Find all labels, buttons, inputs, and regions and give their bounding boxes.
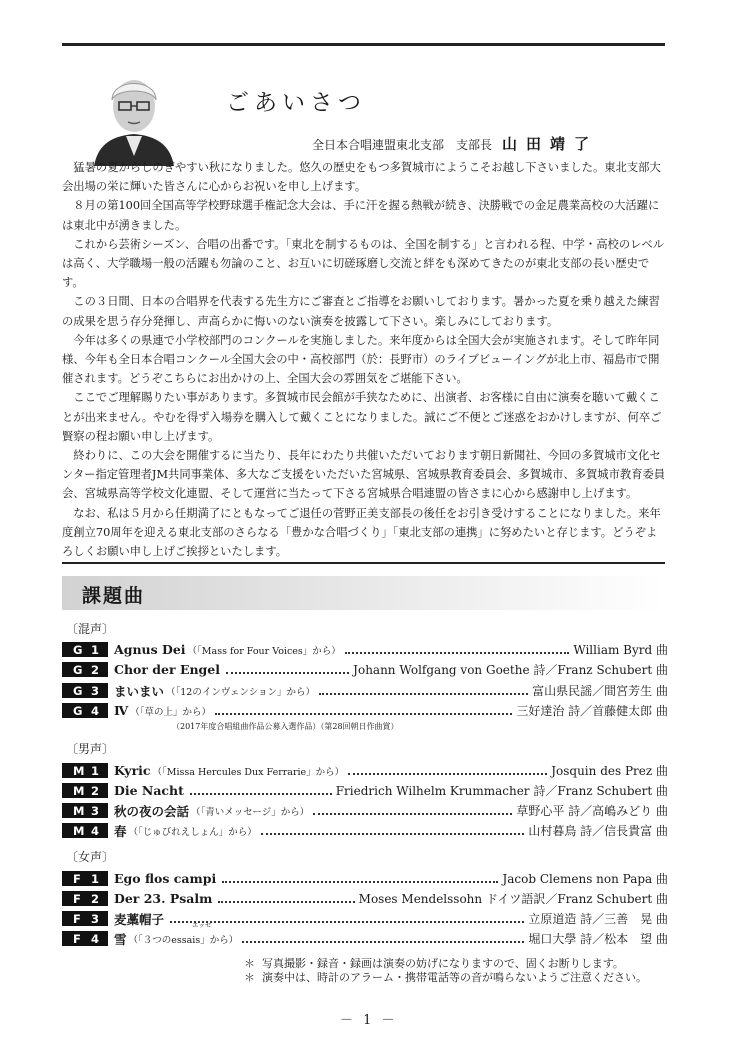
- category-label-male: 〔男声〕: [66, 742, 115, 756]
- asterisk-mark: ＊: [244, 957, 255, 970]
- piece-credit: Moses Mendelssohn ドイツ語訳／Franz Schubert 曲: [358, 892, 668, 906]
- piece-code: [62, 823, 108, 838]
- code-number: 3: [90, 803, 99, 818]
- dot-leader: [345, 652, 570, 654]
- piece-credit: Johann Wolfgang von Goethe 詩／Franz Schubert 曲: [353, 663, 668, 677]
- signature-affiliation: 全日本合唱連盟東北支部 支部長: [312, 138, 493, 152]
- piece-source: （「草の上」から）: [130, 706, 211, 718]
- page-number: － 1 －: [340, 1013, 398, 1028]
- code-number: 3: [90, 683, 99, 698]
- dot-leader: [313, 813, 512, 815]
- code-number: 3: [90, 911, 99, 926]
- note-text: 演奏中は、時計のアラーム・携帯電話等の音が鳴らないようご注意ください。: [262, 971, 647, 984]
- piece-row: [62, 930, 668, 947]
- section-band: [62, 576, 665, 610]
- piece-row: [62, 762, 668, 779]
- dot-leader: [190, 793, 332, 795]
- code-number: 4: [90, 931, 99, 946]
- dot-leader: [222, 881, 498, 883]
- greeting-paragraph: 猛暑の夏からしのぎやすい秋になりました。悠久の歴史をもつ多賀城市にようこそお越し下さいました。東北支部大会出場の栄に輝いた皆さんに心からお祝いを申し上げます。: [62, 161, 661, 194]
- signature-name: 山田靖了: [502, 135, 599, 153]
- piece-code: [62, 891, 108, 906]
- piece-title: 雪: [114, 931, 127, 947]
- dot-leader: [170, 921, 524, 923]
- piece-source: （「12のインヴェンション」から）: [166, 686, 316, 698]
- code-number: 1: [90, 642, 99, 657]
- dot-leader: [242, 941, 524, 943]
- piece-title: 麦藁帽子: [114, 911, 165, 927]
- asterisk-mark: ＊: [244, 971, 255, 984]
- code-number: 1: [90, 763, 99, 778]
- piece-title: Agnus Dei: [114, 642, 186, 657]
- signature: [312, 133, 598, 154]
- code-number: 1: [90, 871, 99, 886]
- note-item: [244, 957, 647, 971]
- code-letter: G: [73, 703, 83, 718]
- piece-title: Kyric: [114, 763, 151, 778]
- piece-credit: 三好達治 詩／首藤健太郎 曲: [516, 704, 668, 718]
- piece-code: [62, 931, 108, 946]
- dot-leader: [218, 901, 354, 903]
- piece-title: Ego flos campi: [114, 871, 217, 886]
- piece-credit: William Byrd 曲: [573, 643, 668, 657]
- piece-row: [62, 822, 668, 839]
- dot-leader: [319, 693, 528, 695]
- top-rule: [62, 43, 665, 46]
- piece-source: （「Mass for Four Voices」から）: [187, 645, 341, 657]
- piece-code: [62, 911, 108, 926]
- dot-leader: [261, 833, 525, 835]
- code-letter: F: [73, 931, 81, 946]
- note-text: 写真撮影・録音・録画は演奏の妨げになりますので、固くお断りします。: [262, 957, 624, 970]
- greeting-body: [62, 158, 667, 561]
- code-number: 2: [90, 891, 99, 906]
- code-number: 2: [90, 783, 99, 798]
- piece-code: [62, 642, 108, 657]
- piece-title: まいまい: [114, 683, 165, 699]
- greeting-paragraph: ここでご理解賜りたい事があります。多賀城市民会館が手狭なために、出演者、お客様に自由に演奏を聴いて戴くことが出来ません。やむを得ず入場券を購入して戴くことになりました。誠にご不便とご迷惑をおかけしますが、何卒ご賢察の程お願い申し上げます。: [62, 391, 662, 443]
- code-letter: M: [73, 803, 85, 818]
- category-label-mixed: 〔混声〕: [66, 622, 115, 636]
- piece-credit: Jacob Clemens non Papa 曲: [502, 872, 668, 886]
- piece-row: [62, 782, 668, 799]
- greeting-paragraph: ８月の第100回全国高等学校野球選手権記念大会は、手に汗を握る熱戦が続き、決勝戦での金足農業高校の大活躍には東北中が湧きました。: [62, 199, 660, 232]
- piece-row: [62, 870, 668, 887]
- notes: [244, 957, 647, 985]
- dot-leader: [348, 773, 547, 775]
- code-letter: G: [73, 642, 83, 657]
- prize-note: （2017年度合唱組曲作品公募入選作品）（第28回朝日作曲賞）: [172, 722, 399, 731]
- piece-row: [62, 890, 668, 907]
- code-letter: M: [73, 823, 85, 838]
- code-letter: M: [73, 783, 85, 798]
- piece-code: [62, 783, 108, 798]
- code-letter: F: [73, 871, 81, 886]
- piece-credit: 草野心平 詩／高嶋みどり 曲: [516, 804, 668, 818]
- code-letter: M: [73, 763, 85, 778]
- piece-row: [62, 682, 668, 699]
- code-letter: F: [73, 911, 81, 926]
- piece-title: 秋の夜の会話: [114, 803, 190, 819]
- piece-code: [62, 683, 108, 698]
- code-number: 4: [90, 823, 99, 838]
- piece-title: Der 23. Psalm: [114, 891, 213, 906]
- piece-row: [62, 702, 668, 719]
- piece-row: [62, 802, 668, 819]
- code-letter: F: [73, 891, 81, 906]
- piece-row: [62, 910, 668, 927]
- code-letter: G: [73, 662, 83, 677]
- piece-credit: 富山県民謡／間宮芳生 曲: [532, 684, 668, 698]
- piece-source: （「Missa Hercules Dux Ferrarie」から）: [152, 766, 345, 778]
- piece-code: [62, 703, 108, 718]
- greeting-paragraph: この３日間、日本の合唱界を代表する先生方にご審査とご指導をお願いしております。暑かった夏を乗り越えた練習の成果を思う存分発揮し、声高らかに悔いのない演奏を披露して下さい。楽しみにしております。: [62, 295, 660, 328]
- note-item: [244, 971, 647, 985]
- piece-row: [62, 641, 668, 658]
- greeting-paragraph: 今年は多くの県連で小学校部門のコンクールを実施しました。来年度からは全国大会が実施されます。そして昨年同様、今年も全日本合唱コンクール全国大会の中・高校部門（於：長野市）のライブビューイングが北上市、福島市で開催されます。どうぞこちらにお出かけの上、全国大会の雰囲気をご堪能下さい。: [62, 333, 660, 386]
- piece-title: Die Nacht: [114, 783, 184, 798]
- dot-leader: [215, 713, 512, 715]
- piece-code: [62, 662, 108, 677]
- piece-credit: 立原道造 詩／三善 晃 曲: [528, 912, 668, 926]
- piece-source: （「青いメッセージ」から）: [191, 806, 310, 818]
- piece-code: [62, 871, 108, 886]
- category-label-female: 〔女声〕: [66, 850, 115, 864]
- ruby-annotation: エッセ: [192, 921, 212, 929]
- piece-source: （「じゅびれえしょん」から）: [128, 826, 257, 838]
- piece-credit: Friedrich Wilhelm Krummacher 詩／Franz Schubert 曲: [335, 784, 668, 798]
- section-title: 課題曲: [82, 585, 146, 607]
- piece-source: （「３つのessais」から）: [128, 934, 239, 946]
- piece-title: Ⅳ: [114, 703, 129, 718]
- greeting-title: ごあいさつ: [226, 90, 366, 116]
- code-number: 2: [90, 662, 99, 677]
- greeting-paragraph: なお、私は５月から任期満了にともなってご退任の菅野正美支部長の後任をお引き受けすることになりました。来年度創立70周年を迎える東北支部のさらなる「豊かな合唱づくり」「東北支部の連携」に努めたいと存じます。どうぞよろしくお願い申し上げご挨拶といたします。: [62, 506, 661, 559]
- piece-credit: Josquin des Prez 曲: [551, 764, 668, 778]
- piece-code: [62, 803, 108, 818]
- piece-row: [62, 661, 668, 678]
- piece-title: 春: [114, 823, 127, 839]
- dot-leader: [226, 672, 349, 674]
- code-letter: G: [73, 683, 83, 698]
- piece-credit: 堀口大學 詩／松本 望 曲: [528, 932, 668, 946]
- section-rule: [62, 562, 665, 564]
- piece-code: [62, 763, 108, 778]
- portrait-photo: [88, 66, 180, 166]
- greeting-paragraph: 終わりに、この大会を開催するに当たり、長年にわたり共催いただいております朝日新聞社、今回の多賀城市文化センター指定管理者JM共同事業体、多大なご支援をいただいた宮城県、宮城県教育委員会、多賀城市、多賀城市教育委員会、宮城県高等学校文化連盟、そして運営に当たって下さる宮城県合唱連盟の皆さまに心から感謝申し上げます。: [62, 449, 666, 501]
- piece-credit: 山村暮鳥 詩／信長貴富 曲: [528, 824, 668, 838]
- code-number: 4: [90, 703, 99, 718]
- greeting-paragraph: これから芸術シーズン、合唱の出番です。「東北を制するものは、全国を制する」と言われる程、中学・高校のレベルは高く、大学職場一般の活躍も勿論のこと、お互いに切磋琢磨し交流と絆をも深めてきたのが東北支部の長い歴史です。: [62, 237, 665, 290]
- piece-title: Chor der Engel: [114, 662, 220, 677]
